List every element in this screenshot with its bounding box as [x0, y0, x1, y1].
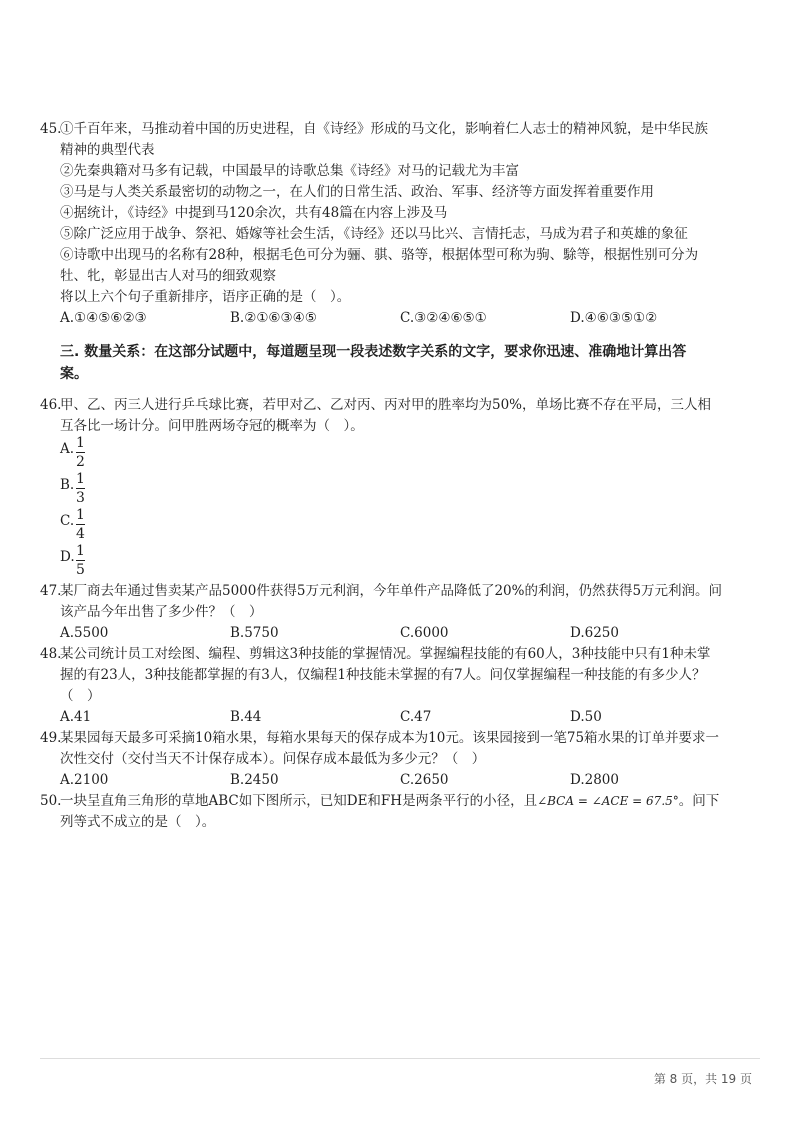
option-c[interactable]: C.2650 — [400, 772, 449, 788]
question-45 — [40, 119, 762, 329]
option-d[interactable]: D.50 — [570, 709, 602, 725]
numerator: 1 — [76, 435, 85, 451]
fraction-bar — [76, 488, 85, 489]
question-stem — [40, 644, 762, 707]
option-a[interactable]: A.2100 — [60, 772, 109, 788]
stem-line: ②先秦典籍对马多有记载，中国最早的诗歌总集《诗经》对马的记载尤为丰富 — [60, 163, 519, 179]
option-c[interactable]: C.47 — [400, 709, 432, 725]
stem-line: 甲、乙、丙三人进行乒乓球比赛，若甲对乙、乙对丙、丙对甲的胜率均为50%，单场比赛不存在平局，三人相 — [60, 397, 712, 413]
page-number: 第 8 页，共 19 页 — [653, 1072, 752, 1086]
question-stem — [40, 791, 762, 833]
stem-line: 某果园每天最多可采摘10箱水果，每箱水果每天的保存成本为10元。该果园接到一笔75箱水果的订单并要求一 — [60, 730, 720, 746]
option-c[interactable]: C.③②④⑥⑤① — [400, 310, 487, 326]
stem-line: ①千百年来，马推动着中国的历史进程，自《诗经》形成的马文化，影响着仁人志士的精神风貌，是中华民族 — [60, 121, 708, 137]
numerator: 1 — [76, 543, 85, 559]
question-46 — [40, 395, 762, 581]
section-heading — [40, 341, 762, 385]
stem-line: 某公司统计员工对绘图、编程、剪辑这3种技能的掌握情况。掌握编程技能的有60人，3种技能中只有1种未掌 — [60, 646, 711, 662]
question-number: 49. — [40, 730, 62, 746]
fraction — [76, 471, 85, 506]
option-b[interactable]: B.5750 — [230, 625, 279, 641]
stem-line: ③马是与人类关系最密切的动物之一，在人们的日常生活、政治、军事、经济等方面发挥着重要作用 — [60, 184, 654, 200]
question-49 — [40, 728, 762, 791]
stem-line: （ ） — [60, 688, 101, 704]
option-a[interactable]: A.①④⑤⑥②③ — [60, 310, 147, 326]
numerator: 1 — [76, 507, 85, 523]
option-c[interactable]: C.6000 — [400, 625, 449, 641]
question-stem — [40, 581, 762, 623]
section-heading-line: 三. 数量关系：在这部分试题中，每道题呈现一段表述数字关系的文字，要求你迅速、准确地计算出答 — [60, 344, 687, 360]
stem-line: 该产品今年出售了多少件？（ ） — [60, 604, 263, 620]
fraction-bar — [76, 524, 85, 525]
question-number: 45. — [40, 121, 62, 137]
stem-line: 精神的典型代表 — [60, 142, 155, 158]
angle-equation: ∠BCA = ∠ACE = 67.5° — [537, 794, 679, 808]
question-50 — [40, 791, 762, 833]
option-c[interactable] — [60, 509, 762, 545]
option-d[interactable]: D.2800 — [570, 772, 619, 788]
fraction — [76, 507, 85, 542]
options-row — [40, 308, 762, 329]
options-row — [40, 623, 762, 644]
option-d[interactable]: D.6250 — [570, 625, 619, 641]
stem-line: 将以上六个句子重新排序，语序正确的是（ ）。 — [60, 289, 351, 305]
stem-line: 某厂商去年通过售卖某产品5000件获得5万元利润，今年单件产品降低了20%的利润，仍然获得5万元利润。问 — [60, 583, 723, 599]
numerator: 1 — [76, 471, 85, 487]
option-a[interactable] — [60, 437, 762, 473]
stem-line: ④据统计，《诗经》中提到马120余次，共有48篇在内容上涉及马 — [60, 205, 448, 221]
question-stem — [40, 728, 762, 770]
fraction — [76, 543, 85, 578]
page-content — [40, 119, 762, 833]
option-d[interactable]: D.④⑥③⑤①② — [570, 310, 658, 326]
stem-line: ⑥诗歌中出现马的名称有28种，根据毛色可分为骊、骐、骆等，根据体型可称为驹、駼等，根据性别可分为 — [60, 247, 699, 263]
options-row — [40, 770, 762, 791]
stem-line: 列等式不成立的是（ ）。 — [60, 814, 216, 830]
denominator: 3 — [76, 490, 85, 506]
question-48 — [40, 644, 762, 728]
option-label: D. — [60, 549, 75, 565]
option-b[interactable] — [60, 473, 762, 509]
option-a[interactable]: A.5500 — [60, 625, 109, 641]
fraction-bar — [76, 452, 85, 453]
option-label: B. — [60, 477, 75, 493]
options-row — [40, 707, 762, 728]
option-d[interactable] — [60, 545, 762, 581]
stem-line: 次性交付（交付当天不计保存成本）。问保存成本最低为多少元？（ ） — [60, 751, 486, 767]
denominator: 4 — [76, 526, 85, 542]
option-b[interactable]: B.44 — [230, 709, 262, 725]
stem-line: 互各比一场计分。问甲胜两场夺冠的概率为（ ）。 — [60, 418, 364, 434]
question-number: 47. — [40, 583, 62, 599]
option-label: C. — [60, 513, 75, 529]
denominator: 5 — [76, 562, 85, 578]
question-47 — [40, 581, 762, 644]
denominator: 2 — [76, 454, 85, 470]
stem-line: ⑤除广泛应用于战争、祭祀、婚嫁等社会生活，《诗经》还以马比兴、言情托志，马成为君子和英雄的象征 — [60, 226, 688, 242]
stem-line: 握的有23人，3种技能都掌握的有3人，仅编程1种技能未掌握的有7人。问仅掌握编程一种技能的有多少人？ — [60, 667, 706, 683]
footer-divider — [40, 1058, 760, 1059]
fraction-bar — [76, 560, 85, 561]
option-label: A. — [60, 441, 75, 457]
question-stem — [40, 395, 762, 437]
fraction-options — [40, 437, 762, 581]
fraction — [76, 435, 85, 470]
question-number: 46. — [40, 397, 62, 413]
stem-line — [60, 791, 762, 812]
option-a[interactable]: A.41 — [60, 709, 92, 725]
option-b[interactable]: B.②①⑥③④⑤ — [230, 310, 317, 326]
question-number: 48. — [40, 646, 62, 662]
stem-line: 牡、牝，彰显出古人对马的细致观察 — [60, 268, 276, 284]
section-heading-line: 案。 — [60, 366, 88, 382]
question-stem — [40, 119, 762, 308]
stem-text: 。问下 — [678, 793, 720, 809]
stem-text: 一块呈直角三角形的草地ABC如下图所示，已知DE和FH是两条平行的小径，且 — [60, 793, 538, 809]
question-number: 50. — [40, 793, 62, 809]
option-b[interactable]: B.2450 — [230, 772, 279, 788]
